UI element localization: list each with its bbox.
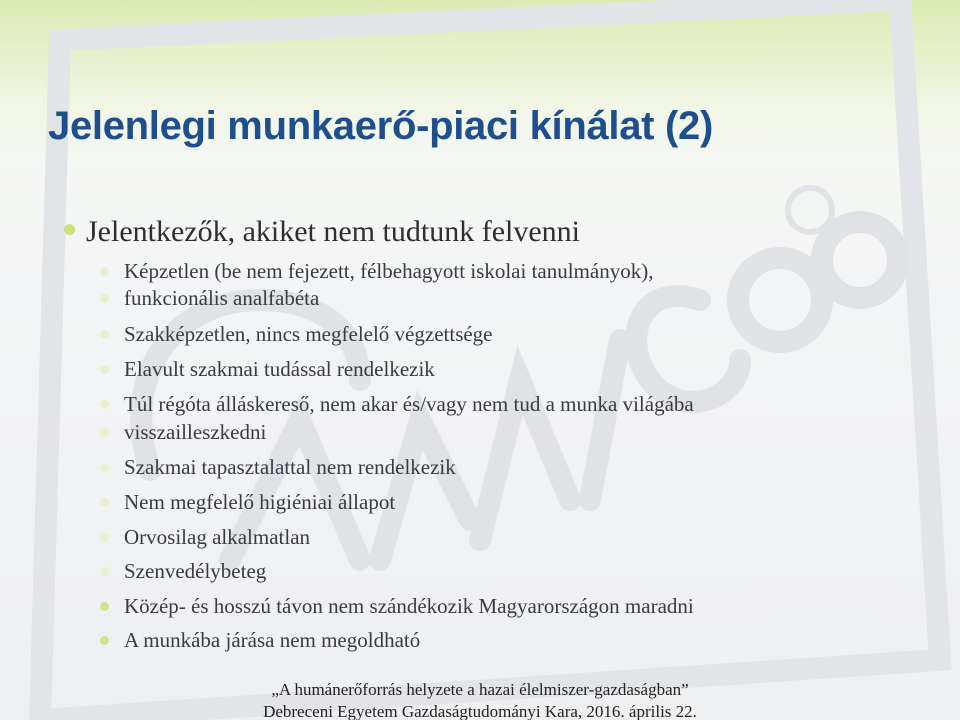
slide-title: Jelenlegi munkaerő-piaci kínálat (2) [48, 104, 713, 148]
sub-bullet-6: Nem megfelelő higiéniai állapot [124, 489, 904, 516]
sub-bullet-5: Szakmai tapasztalattal nem rendelkezik [124, 454, 904, 481]
sub-bullet-10: A munkába járása nem megoldható [124, 627, 904, 654]
sub-bullet-8: Szenvedélybeteg [124, 558, 904, 585]
sub-bullet-3: Elavult szakmai tudással rendelkezik [124, 356, 904, 383]
sub-bullet-4: Túl régóta álláskereső, nem akar és/vagy nem tud a munka világába [124, 391, 904, 418]
footer-venue-date: Debreceni Egyetem Gazdaságtudományi Kara, 2016. április 22. [263, 702, 697, 720]
main-bullet: Jelentkezők, akiket nem tudtunk felvenni [86, 213, 580, 251]
sub-bullet-1: Képzetlen (be nem fejezett, félbehagyott iskolai tanulmányok), [124, 258, 904, 285]
sub-bullet-9: Közép- és hosszú távon nem szándékozik Magyarországon maradni [124, 593, 904, 620]
footer-event-title: „A humánerőforrás helyzete a hazai élelmiszer-gazdaságban” [271, 680, 689, 699]
sub-bullet-1-continuation: funkcionális analfabéta [124, 285, 904, 312]
sub-bullet-4-continuation: visszailleszkedni [124, 419, 904, 446]
sub-bullet-2: Szakképzetlen, nincs megfelelő végzettsége [124, 321, 904, 348]
sub-bullet-7: Orvosilag alkalmatlan [124, 524, 904, 551]
